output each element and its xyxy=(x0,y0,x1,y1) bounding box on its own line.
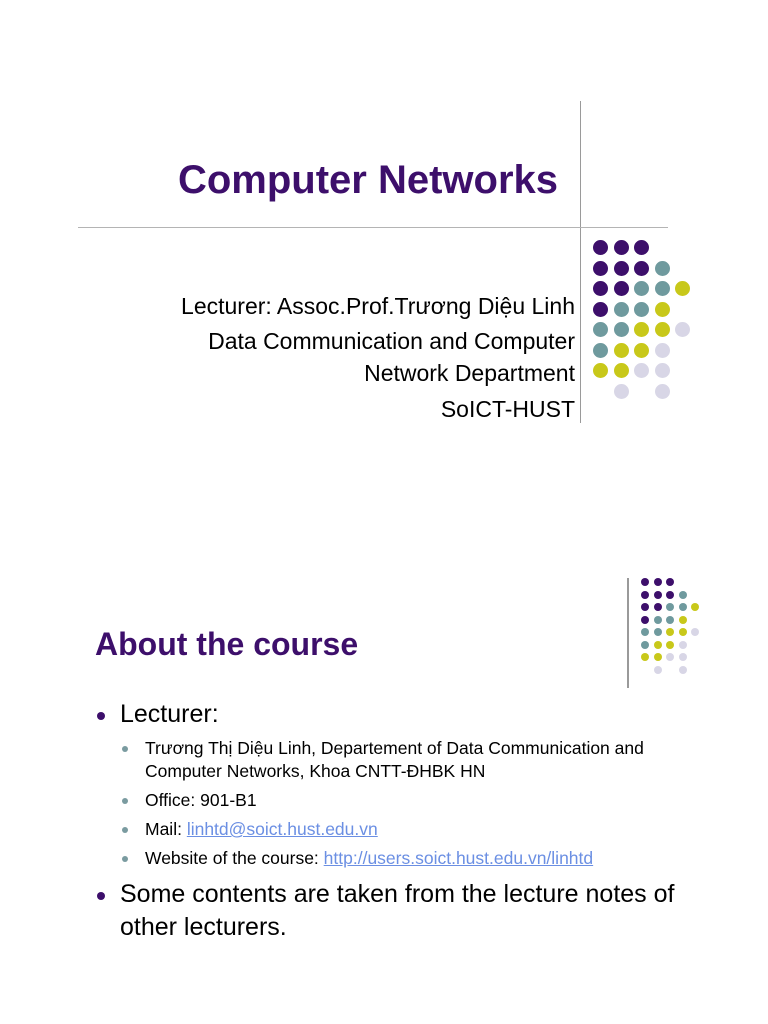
decorative-dot xyxy=(655,363,670,378)
decorative-dot xyxy=(614,281,629,296)
slide-subtitle xyxy=(100,289,575,426)
decorative-dot xyxy=(655,281,670,296)
vertical-divider xyxy=(627,578,629,688)
decorative-dot xyxy=(666,591,674,599)
decorative-dot xyxy=(654,616,662,624)
decorative-dot xyxy=(654,603,662,611)
decorative-dot xyxy=(654,578,662,586)
department-line-1: Data Communication and Computer xyxy=(208,328,575,354)
decorative-dot xyxy=(634,261,649,276)
decorative-dot xyxy=(614,302,629,317)
decorative-dot xyxy=(593,240,608,255)
bullet-text: Trương Thị Diệu Linh, Departement of Data Communication and Computer Networks, Khoa CNTT-ĐHBK HN xyxy=(145,738,644,781)
bullet-text: Some contents are taken from the lecture notes of other lecturers. xyxy=(120,880,675,941)
decorative-dot xyxy=(641,591,649,599)
decorative-dot xyxy=(655,343,670,358)
decorative-dot xyxy=(593,343,608,358)
decorative-dot xyxy=(641,616,649,624)
list-item xyxy=(95,698,695,731)
mail-link[interactable]: linhtd@soict.hust.edu.vn xyxy=(186,819,378,839)
decorative-dot xyxy=(679,616,687,624)
decorative-dot xyxy=(641,641,649,649)
decorative-dot xyxy=(654,641,662,649)
decorative-dot xyxy=(634,240,649,255)
decorative-dot xyxy=(634,281,649,296)
list-item xyxy=(95,878,695,944)
decorative-dot xyxy=(679,666,687,674)
decorative-dot xyxy=(593,322,608,337)
decorative-dot xyxy=(614,261,629,276)
decorative-dot xyxy=(654,591,662,599)
list-item xyxy=(95,789,695,812)
decorative-dot xyxy=(614,240,629,255)
horizontal-divider xyxy=(78,227,668,228)
decorative-dot xyxy=(641,603,649,611)
bullet-icon xyxy=(97,712,105,720)
decorative-dot xyxy=(593,261,608,276)
decorative-dot xyxy=(666,578,674,586)
decorative-dot xyxy=(634,363,649,378)
decorative-dot xyxy=(614,322,629,337)
bullet-icon xyxy=(122,856,128,862)
decorative-dot xyxy=(666,616,674,624)
decorative-dot xyxy=(655,384,670,399)
list-item xyxy=(95,818,695,841)
department-line-2: Network Department xyxy=(364,360,575,386)
decorative-dot xyxy=(666,653,674,661)
decorative-dot xyxy=(614,384,629,399)
decorative-dot xyxy=(691,603,699,611)
decorative-dot xyxy=(679,641,687,649)
slide-title: About the course xyxy=(95,626,359,662)
decorative-dot xyxy=(679,591,687,599)
decorative-dot xyxy=(666,641,674,649)
decorative-dot xyxy=(666,603,674,611)
decorative-dot xyxy=(655,302,670,317)
vertical-divider xyxy=(580,101,581,423)
decorative-dot xyxy=(593,281,608,296)
bullet-icon xyxy=(122,827,128,833)
mail-label: Mail: xyxy=(145,819,187,839)
decorative-dot xyxy=(654,628,662,636)
decorative-dot xyxy=(634,322,649,337)
decorative-dot xyxy=(655,261,670,276)
lecturer-line: Lecturer: Assoc.Prof.Trương Diệu Linh xyxy=(181,293,575,319)
decorative-dot xyxy=(679,603,687,611)
content-slide xyxy=(0,512,768,1024)
slide-title: Computer Networks xyxy=(177,158,558,202)
decorative-dot xyxy=(641,578,649,586)
decorative-dot xyxy=(593,302,608,317)
bullet-list xyxy=(95,698,695,948)
decorative-dot xyxy=(614,343,629,358)
bullet-icon xyxy=(122,798,128,804)
decorative-dot xyxy=(641,628,649,636)
bullet-text: Lecturer: xyxy=(120,700,219,728)
decorative-dot xyxy=(691,628,699,636)
decorative-dot xyxy=(614,363,629,378)
decorative-dot xyxy=(675,281,690,296)
decorative-dot xyxy=(675,322,690,337)
decorative-dot xyxy=(679,628,687,636)
decorative-dot xyxy=(634,302,649,317)
list-item xyxy=(95,847,695,870)
decorative-dot xyxy=(666,628,674,636)
decorative-dot xyxy=(654,653,662,661)
decorative-dot xyxy=(654,666,662,674)
website-link[interactable]: http://users.soict.hust.edu.vn/linhtd xyxy=(323,848,594,868)
organization-line: SoICT-HUST xyxy=(440,396,575,422)
decorative-dot xyxy=(634,343,649,358)
bullet-icon xyxy=(122,746,128,752)
decorative-dot xyxy=(593,363,608,378)
bullet-icon xyxy=(97,892,105,900)
website-label: Website of the course: xyxy=(145,848,324,868)
bullet-text: Office: 901-B1 xyxy=(145,790,257,810)
decorative-dot xyxy=(679,653,687,661)
list-item xyxy=(95,737,695,783)
decorative-dot xyxy=(641,653,649,661)
decorative-dot xyxy=(655,322,670,337)
